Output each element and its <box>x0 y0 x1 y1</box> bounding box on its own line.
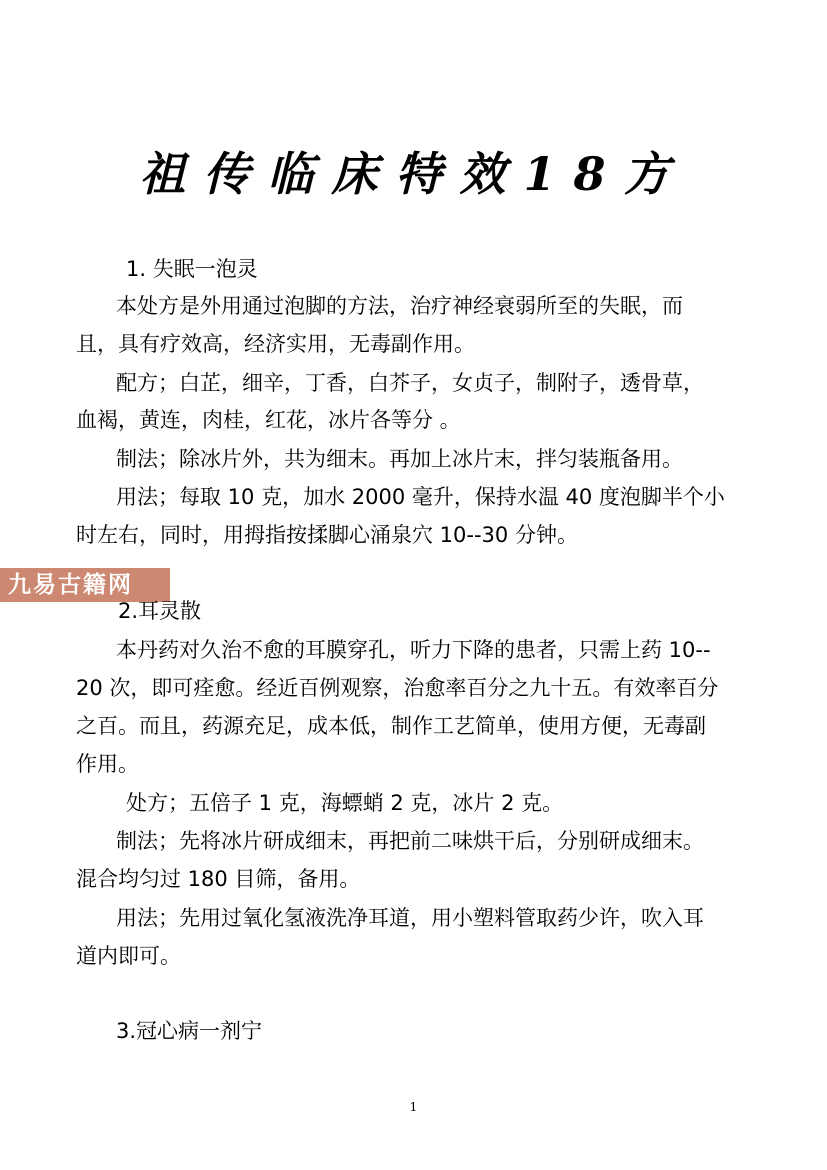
watermark-logo: 九易古籍网 <box>0 568 170 602</box>
section-heading-3: 3.冠心病一剂宁 <box>116 1019 263 1043</box>
paragraph-line: 配方；白芷，细辛，丁香，白芥子，女贞子，制附子，透骨草， <box>116 371 704 395</box>
section-heading-2: 2.耳灵散 <box>118 599 202 623</box>
section-heading-1: 1. 失眠一泡灵 <box>126 257 258 281</box>
page-number: 1 <box>409 1100 418 1114</box>
paragraph-line: 处方；五倍子 1 克，海螵蛸 2 克，冰片 2 克。 <box>126 791 564 815</box>
document-title: 祖传临床特效18方 <box>139 147 688 201</box>
paragraph-line: 本处方是外用通过泡脚的方法，治疗神经衰弱所至的失眠，而 <box>116 294 683 318</box>
paragraph-line: 道内即可。 <box>76 944 181 968</box>
paragraph-line: 用法；每取 10 克，加水 2000 毫升，保持水温 40 度泡脚半个小 <box>116 485 725 509</box>
paragraph-line: 用法；先用过氧化氢液洗净耳道，用小塑料管取药少许，吹入耳 <box>116 906 704 930</box>
paragraph-line: 时左右，同时，用拇指按揉脚心涌泉穴 10--30 分钟。 <box>76 523 578 547</box>
paragraph-line: 混合均匀过 180 目筛，备用。 <box>76 867 361 891</box>
paragraph-line: 制法；除冰片外，共为细末。再加上冰片末，拌匀装瓶备用。 <box>116 447 683 471</box>
paragraph-line: 本丹药对久治不愈的耳膜穿孔，听力下降的患者，只需上药 10-- <box>116 638 711 662</box>
paragraph-line: 之百。而且，药源充足，成本低，制作工艺简单，使用方便，无毒副 <box>76 714 706 738</box>
paragraph-line: 且，具有疗效高，经济实用，无毒副作用。 <box>76 332 475 356</box>
paragraph-line: 制法；先将冰片研成细末，再把前二味烘干后，分别研成细末。 <box>116 829 704 853</box>
paragraph-line: 作用。 <box>76 752 139 776</box>
paragraph-line: 20 次，即可痊愈。经近百例观察，治愈率百分之九十五。有效率百分 <box>76 676 719 700</box>
paragraph-line: 血褐，黄连，肉桂，红花，冰片各等分 。 <box>76 408 461 432</box>
